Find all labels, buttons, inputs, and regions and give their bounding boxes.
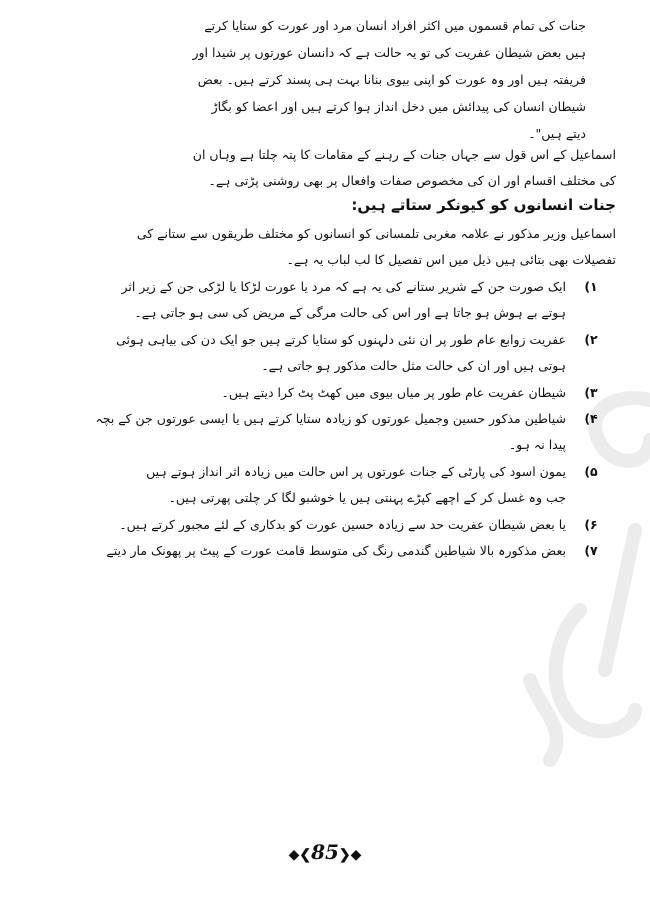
item-text: بعض مذکورہ بالا شیاطین گندمی رنگ کی متوسط قامت عورت کے پیٹ پر پھونک مار دیتے (106, 543, 566, 558)
item-text: یمون اسود کی پارٹی کے جنات عورتوں پر اس حالت میں زیادہ اثر انداز ہوتے ہیں (146, 464, 566, 479)
page-number-value: 85 (311, 840, 339, 864)
list-item (31, 332, 616, 373)
item-text: شیطان عفریت عام طور پر میاں بیوی میں کھٹ پٹ کرا دیتے ہیں۔ (221, 385, 566, 400)
urdu-text-body (31, 18, 616, 558)
item-text: ہوتی ہیں اور ان کی حالت مثل حالت مذکور ہو جاتی ہے۔ (261, 358, 566, 373)
numbered-list (31, 279, 616, 558)
item-number: ۱) (584, 279, 598, 294)
item-number: ۷) (584, 543, 598, 558)
list-item (31, 543, 616, 558)
item-text: ایک صورت جن کے شریر ستانے کی یہ ہے کہ مرد یا عورت لڑکا یا لڑکی جن کے زیر اثر (121, 279, 566, 294)
paragraph-line: جنات کی تمام قسموں میں اکثر افراد انسان مرد اور عورت کو ستایا کرتے (204, 18, 586, 33)
list-item (31, 385, 616, 400)
ornament-left-icon: ◆❮ (288, 847, 312, 863)
page-number (0, 840, 650, 864)
ornament-right-icon: ❯◆ (338, 847, 362, 863)
second-paragraph (31, 147, 616, 188)
item-text: شیاطین مذکور حسین وجمیل عورتوں کو زیادہ ستایا کرتے ہیں یا ایسی عورتوں جن کے بچہ (95, 411, 566, 426)
list-item (31, 517, 616, 532)
item-text: جب وہ غسل کر کے اچھے کپڑے پہنتی ہیں یا خوشبو لگا کر چلتی پھرتی ہیں۔ (168, 490, 566, 505)
paragraph-line: فریفتہ ہیں اور وہ عورت کو اپنی بیوی بنانا بہت ہی پسند کرتے ہیں۔ بعض (197, 72, 586, 87)
item-number: ۶) (584, 517, 598, 532)
list-item (31, 279, 616, 320)
third-paragraph (31, 226, 616, 267)
list-item (31, 464, 616, 505)
paragraph-line: ہیں بعض شیطان عفریت کی تو یہ حالت ہے کہ دانسان عورتوں پر شیدا اور (192, 45, 586, 60)
item-text: ہوتے بے ہوش ہو جاتا ہے اور اس کی حالت مرگی کے مریض کی سی ہو جاتی ہے۔ (134, 305, 566, 320)
paragraph-line: اسماعیل وزیر مذکور نے علامہ مغربی تلمسانی کو انسانوں کو مختلف طریقوں سے ستانے کی (136, 226, 616, 241)
paragraph-line: کی مختلف اقسام اور ان کی مخصوص صفات وافعال پر بھی روشنی پڑتی ہے۔ (208, 173, 616, 188)
section-heading: جنات انسانوں کو کیونکر ستاتے ہیں: (351, 196, 616, 214)
item-text: پیدا نہ ہو۔ (508, 437, 566, 452)
paragraph-line: اسماعیل کے اس قول سے جہاں جنات کے رہنے کے مقامات کا پتہ چلتا ہے وہاں ان (192, 147, 616, 162)
item-text: عفریت زوابع عام طور پر ان نئی دلہنوں کو ستایا کرتے ہیں جو ایک دن کی بیاہی ہوئی (116, 332, 566, 347)
item-number: ۵) (584, 464, 598, 479)
item-number: ۴) (584, 411, 598, 426)
item-number: ۳) (584, 385, 598, 400)
paragraph-line: تفصیلات بھی بتائی ہیں ذیل میں اس تفصیل کا لب لباب یہ ہے۔ (286, 252, 616, 267)
item-number: ۲) (584, 332, 598, 347)
paragraph-line: دیتے ہیں"۔ (528, 126, 586, 141)
paragraph-line: شیطان انسان کی پیدائش میں دخل انداز ہوا کرتے ہیں اور اعضا کو بگاڑ (211, 99, 586, 114)
list-item (31, 411, 616, 452)
intro-paragraph (31, 18, 616, 141)
item-text: یا بعض شیطان عفریت حد سے زیادہ حسین عورت کو بدکاری کے لئے مجبور کرتے ہیں۔ (119, 517, 566, 532)
